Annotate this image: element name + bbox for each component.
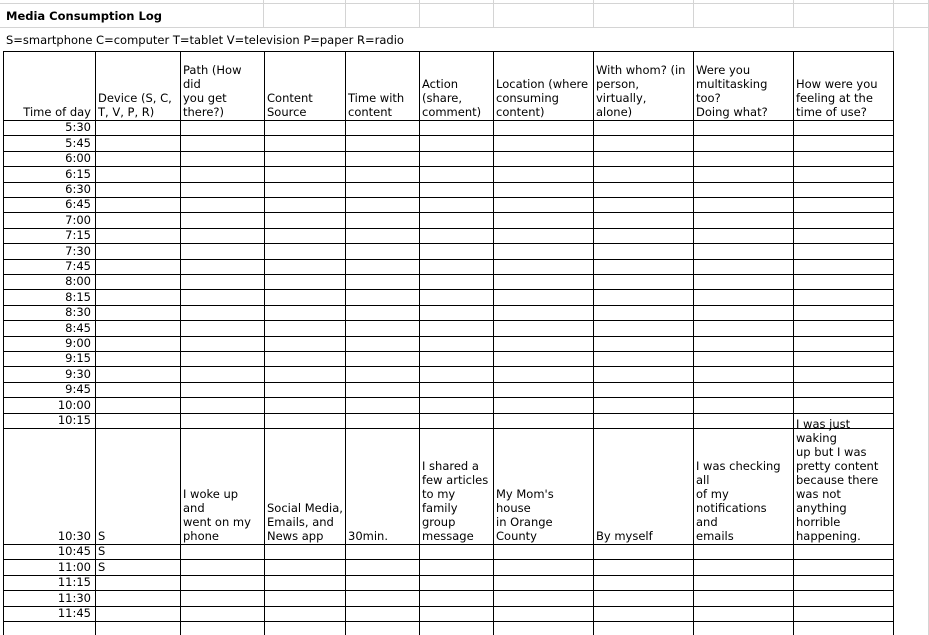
log-cell[interactable] (793, 545, 893, 559)
log-cell[interactable] (419, 576, 493, 590)
time-cell[interactable]: 7:30 (65, 244, 91, 258)
log-cell[interactable] (493, 152, 593, 166)
log-cell[interactable] (493, 560, 593, 575)
column-header-10[interactable]: How were you feeling at the time of use? (796, 77, 878, 119)
log-cell[interactable] (345, 244, 419, 259)
log-cell[interactable] (493, 337, 593, 351)
log-cell[interactable] (419, 167, 493, 182)
log-cell[interactable]: I was checking all of my notifications and emails (696, 459, 781, 543)
log-cell[interactable]: 30min. (348, 529, 388, 543)
log-cell[interactable]: S (98, 544, 106, 558)
log-cell[interactable] (95, 306, 180, 320)
log-cell[interactable] (180, 306, 264, 320)
log-cell[interactable]: Social Media, Emails, and News app (267, 501, 343, 543)
log-cell[interactable] (264, 352, 345, 366)
grid-line (345, 0, 346, 27)
log-cell[interactable] (693, 229, 793, 243)
log-cell[interactable] (793, 591, 893, 606)
grid-line (593, 0, 594, 27)
log-cell[interactable] (345, 167, 419, 182)
column-header-9[interactable]: Were you multitasking too? Doing what? (696, 63, 768, 119)
time-cell[interactable]: 6:45 (65, 197, 91, 211)
grid-line (0, 3, 929, 4)
log-cell[interactable] (493, 545, 593, 559)
log-cell[interactable] (493, 414, 593, 428)
log-cell[interactable] (793, 290, 893, 305)
log-cell[interactable] (419, 229, 493, 243)
log-cell[interactable] (593, 545, 693, 559)
log-cell[interactable] (593, 290, 693, 305)
log-cell[interactable] (95, 337, 180, 351)
log-cell[interactable] (180, 367, 264, 382)
log-cell[interactable] (593, 152, 693, 166)
column-header-2[interactable]: Device (S, C, T, V, P, R) (98, 91, 172, 119)
log-cell[interactable] (345, 306, 419, 320)
log-cell[interactable] (95, 198, 180, 212)
log-cell[interactable] (180, 383, 264, 397)
log-cell[interactable] (419, 260, 493, 274)
log-cell[interactable] (493, 352, 593, 366)
grid-line (693, 0, 694, 27)
sheet-title[interactable]: Media Consumption Log (6, 8, 162, 23)
time-cell[interactable]: 11:00 (57, 560, 91, 574)
time-cell[interactable]: 7:00 (65, 213, 91, 227)
log-cell[interactable] (693, 121, 793, 135)
log-cell[interactable] (793, 607, 893, 621)
grid-line (793, 0, 794, 27)
log-cell[interactable] (693, 260, 793, 274)
log-cell[interactable] (180, 398, 264, 413)
log-cell[interactable] (793, 229, 893, 243)
log-cell[interactable] (95, 290, 180, 305)
log-cell[interactable] (493, 260, 593, 274)
column-header-6[interactable]: Action (share, comment) (422, 77, 482, 119)
log-cell[interactable] (793, 398, 893, 413)
time-cell[interactable]: 11:15 (57, 575, 91, 589)
log-cell[interactable] (345, 290, 419, 305)
log-cell[interactable] (180, 136, 264, 151)
log-cell[interactable] (180, 121, 264, 135)
log-cell[interactable] (345, 352, 419, 366)
log-cell[interactable] (693, 136, 793, 151)
log-cell[interactable] (345, 229, 419, 243)
log-cell[interactable]: I woke up and went on my phone (183, 487, 251, 543)
log-cell[interactable] (345, 121, 419, 135)
log-cell[interactable] (419, 367, 493, 382)
log-cell[interactable] (793, 213, 893, 228)
log-cell[interactable] (180, 337, 264, 351)
grid-line (263, 0, 264, 27)
log-cell[interactable] (693, 576, 793, 590)
log-cell[interactable] (493, 198, 593, 212)
log-cell[interactable] (793, 352, 893, 366)
time-cell[interactable]: 10:00 (57, 398, 91, 412)
log-cell[interactable] (264, 229, 345, 243)
log-cell[interactable] (693, 367, 793, 382)
log-cell[interactable] (493, 383, 593, 397)
log-cell[interactable] (419, 607, 493, 621)
log-cell[interactable] (419, 560, 493, 575)
log-cell[interactable]: By myself (596, 529, 653, 543)
log-cell[interactable] (264, 136, 345, 151)
log-cell[interactable] (793, 306, 893, 320)
log-cell[interactable] (264, 121, 345, 135)
log-cell[interactable] (693, 306, 793, 320)
log-cell[interactable] (793, 383, 893, 397)
log-cell[interactable] (345, 545, 419, 559)
log-cell[interactable] (180, 183, 264, 197)
log-cell[interactable] (345, 183, 419, 197)
log-cell[interactable] (345, 560, 419, 575)
log-cell[interactable] (793, 183, 893, 197)
time-cell[interactable]: 7:45 (65, 259, 91, 273)
log-cell[interactable] (693, 198, 793, 212)
log-cell[interactable]: S (98, 529, 106, 543)
log-cell[interactable] (95, 414, 180, 428)
log-cell[interactable] (593, 367, 693, 382)
log-cell[interactable] (793, 167, 893, 182)
column-header-5[interactable]: Time with content (348, 91, 405, 119)
log-cell[interactable] (264, 183, 345, 197)
log-cell[interactable] (264, 306, 345, 320)
log-cell[interactable] (180, 213, 264, 228)
log-cell[interactable] (180, 290, 264, 305)
log-cell[interactable] (180, 414, 264, 428)
time-cell[interactable]: 11:45 (57, 606, 91, 620)
log-cell[interactable] (264, 260, 345, 274)
device-legend[interactable]: S=smartphone C=computer T=tablet V=television P=paper R=radio (6, 32, 404, 47)
log-cell[interactable] (693, 607, 793, 621)
log-cell[interactable] (693, 213, 793, 228)
log-cell[interactable] (95, 367, 180, 382)
grid-line (0, 27, 929, 28)
log-cell[interactable] (493, 275, 593, 289)
column-header-4[interactable]: Content Source (267, 91, 313, 119)
grid-line (3, 621, 893, 622)
log-cell[interactable] (180, 260, 264, 274)
log-cell[interactable] (593, 244, 693, 259)
time-cell[interactable]: 8:30 (65, 305, 91, 319)
log-cell[interactable] (419, 398, 493, 413)
log-cell[interactable] (493, 213, 593, 228)
log-cell[interactable] (593, 167, 693, 182)
log-cell[interactable] (493, 167, 593, 182)
log-cell[interactable] (345, 398, 419, 413)
log-cell[interactable] (419, 306, 493, 320)
log-cell[interactable] (419, 290, 493, 305)
log-cell[interactable] (95, 275, 180, 289)
log-cell[interactable]: I shared a few articles to my family group message (422, 459, 489, 543)
log-cell[interactable] (793, 560, 893, 575)
log-cell[interactable] (593, 121, 693, 135)
log-cell[interactable] (345, 198, 419, 212)
log-cell[interactable] (793, 136, 893, 151)
log-cell[interactable] (345, 607, 419, 621)
log-cell[interactable] (593, 321, 693, 336)
log-cell[interactable] (264, 213, 345, 228)
time-cell[interactable]: 8:45 (65, 321, 91, 335)
log-cell[interactable] (593, 337, 693, 351)
log-cell[interactable] (693, 275, 793, 289)
time-cell[interactable]: 6:00 (65, 151, 91, 165)
log-cell[interactable] (264, 275, 345, 289)
log-cell[interactable] (264, 398, 345, 413)
log-cell[interactable] (419, 591, 493, 606)
grid-line (893, 0, 894, 27)
log-cell[interactable] (264, 152, 345, 166)
log-cell[interactable] (493, 136, 593, 151)
column-header-3[interactable]: Path (How did you get there?) (183, 63, 242, 119)
log-cell[interactable] (593, 136, 693, 151)
log-cell[interactable] (793, 321, 893, 336)
log-cell[interactable] (419, 275, 493, 289)
log-cell[interactable] (593, 414, 693, 428)
log-cell[interactable] (180, 352, 264, 366)
log-cell[interactable] (593, 352, 693, 366)
time-cell[interactable]: 8:15 (65, 290, 91, 304)
log-cell[interactable] (180, 198, 264, 212)
log-cell[interactable] (180, 321, 264, 336)
log-cell[interactable]: My Mom's house in Orange County (496, 487, 554, 543)
column-header-7[interactable]: Location (where consuming content) (496, 77, 589, 119)
log-cell[interactable] (95, 244, 180, 259)
log-cell[interactable] (593, 576, 693, 590)
log-cell[interactable] (419, 545, 493, 559)
log-cell[interactable] (264, 576, 345, 590)
log-cell[interactable] (593, 260, 693, 274)
log-cell[interactable] (95, 321, 180, 336)
log-cell[interactable] (419, 198, 493, 212)
log-cell[interactable] (693, 398, 793, 413)
log-cell[interactable] (95, 152, 180, 166)
grid-line (493, 0, 494, 27)
log-cell[interactable] (593, 183, 693, 197)
grid-line (893, 27, 894, 51)
time-cell[interactable]: 5:30 (65, 120, 91, 134)
log-cell[interactable] (264, 321, 345, 336)
log-cell[interactable] (793, 337, 893, 351)
log-cell[interactable] (345, 414, 419, 428)
log-cell[interactable] (95, 607, 180, 621)
log-cell[interactable] (419, 414, 493, 428)
log-cell[interactable] (180, 576, 264, 590)
log-cell[interactable] (693, 545, 793, 559)
time-cell[interactable]: 5:45 (65, 136, 91, 150)
time-cell[interactable]: 6:15 (65, 167, 91, 181)
log-cell[interactable] (345, 337, 419, 351)
log-cell[interactable] (180, 560, 264, 575)
column-header-1[interactable]: Time of day (23, 105, 91, 119)
log-cell[interactable] (419, 383, 493, 397)
time-cell[interactable]: 9:15 (65, 351, 91, 365)
log-cell[interactable] (793, 367, 893, 382)
log-cell[interactable] (95, 183, 180, 197)
log-cell[interactable] (493, 576, 593, 590)
log-cell[interactable] (95, 352, 180, 366)
log-cell[interactable] (693, 414, 793, 428)
column-header-8[interactable]: With whom? (in person, virtually, alone) (596, 63, 686, 119)
log-cell[interactable] (95, 383, 180, 397)
log-cell[interactable] (95, 576, 180, 590)
log-cell[interactable] (793, 244, 893, 259)
log-cell[interactable] (593, 229, 693, 243)
log-cell[interactable] (419, 136, 493, 151)
log-cell[interactable] (419, 321, 493, 336)
log-cell[interactable] (493, 607, 593, 621)
log-cell[interactable] (493, 183, 593, 197)
log-cell[interactable] (264, 414, 345, 428)
time-cell[interactable]: 8:00 (65, 274, 91, 288)
time-cell[interactable]: 7:15 (65, 228, 91, 242)
log-cell[interactable] (793, 576, 893, 590)
log-cell[interactable] (95, 136, 180, 151)
log-cell[interactable] (419, 121, 493, 135)
log-cell[interactable] (95, 260, 180, 274)
log-cell[interactable] (264, 337, 345, 351)
log-cell[interactable] (180, 167, 264, 182)
log-cell[interactable] (593, 607, 693, 621)
log-cell[interactable] (264, 607, 345, 621)
log-cell[interactable] (345, 136, 419, 151)
log-cell[interactable] (95, 167, 180, 182)
log-cell[interactable] (593, 306, 693, 320)
log-cell[interactable] (419, 152, 493, 166)
log-cell[interactable] (345, 213, 419, 228)
log-cell[interactable] (693, 591, 793, 606)
log-cell[interactable] (345, 152, 419, 166)
log-cell[interactable] (693, 244, 793, 259)
log-cell[interactable] (793, 275, 893, 289)
log-cell[interactable] (180, 244, 264, 259)
log-cell[interactable] (493, 367, 593, 382)
log-cell[interactable] (493, 229, 593, 243)
log-cell[interactable] (493, 591, 593, 606)
log-cell[interactable] (693, 321, 793, 336)
log-cell[interactable] (593, 198, 693, 212)
log-cell[interactable] (693, 290, 793, 305)
log-cell[interactable] (264, 167, 345, 182)
log-cell[interactable] (693, 352, 793, 366)
log-cell[interactable] (419, 352, 493, 366)
log-cell[interactable] (180, 591, 264, 606)
time-cell[interactable]: 6:30 (65, 182, 91, 196)
log-cell[interactable] (264, 591, 345, 606)
grid-line (419, 0, 420, 27)
time-cell[interactable]: 9:30 (65, 367, 91, 381)
log-cell[interactable] (493, 306, 593, 320)
time-cell[interactable]: 11:30 (57, 591, 91, 605)
log-cell[interactable] (693, 183, 793, 197)
log-cell[interactable] (493, 398, 593, 413)
log-cell[interactable] (693, 383, 793, 397)
time-cell[interactable]: 9:45 (65, 382, 91, 396)
log-cell[interactable] (95, 591, 180, 606)
log-cell[interactable] (95, 213, 180, 228)
log-cell[interactable] (345, 383, 419, 397)
log-cell[interactable] (264, 290, 345, 305)
log-cell[interactable] (264, 560, 345, 575)
log-cell[interactable] (345, 591, 419, 606)
log-cell[interactable] (95, 121, 180, 135)
log-cell[interactable] (345, 576, 419, 590)
time-cell[interactable]: 10:45 (57, 544, 91, 558)
log-cell[interactable] (345, 275, 419, 289)
time-cell[interactable]: 10:30 (57, 529, 91, 543)
log-cell[interactable] (693, 560, 793, 575)
log-cell[interactable] (493, 290, 593, 305)
log-cell[interactable] (493, 244, 593, 259)
log-cell[interactable] (264, 244, 345, 259)
log-cell[interactable] (180, 229, 264, 243)
log-cell[interactable] (593, 275, 693, 289)
log-cell[interactable] (345, 367, 419, 382)
log-cell[interactable] (593, 213, 693, 228)
log-cell[interactable] (793, 152, 893, 166)
log-cell[interactable] (793, 198, 893, 212)
log-cell[interactable] (264, 198, 345, 212)
log-cell[interactable] (493, 321, 593, 336)
log-cell[interactable] (419, 244, 493, 259)
log-cell[interactable] (345, 260, 419, 274)
log-cell[interactable] (693, 337, 793, 351)
log-cell[interactable] (95, 229, 180, 243)
log-cell[interactable] (264, 367, 345, 382)
log-cell[interactable] (693, 152, 793, 166)
log-cell[interactable] (180, 275, 264, 289)
log-cell[interactable] (593, 560, 693, 575)
log-cell[interactable] (419, 183, 493, 197)
time-cell[interactable]: 10:15 (57, 413, 91, 427)
grid-line (893, 51, 894, 635)
log-cell[interactable]: I was just waking up but I was pretty content because there was not anything horrible happening. (796, 417, 879, 543)
log-cell[interactable] (693, 167, 793, 182)
log-cell[interactable] (493, 121, 593, 135)
log-cell[interactable] (593, 398, 693, 413)
log-cell[interactable] (180, 607, 264, 621)
log-cell[interactable] (593, 383, 693, 397)
log-cell[interactable] (180, 545, 264, 559)
log-cell[interactable] (264, 545, 345, 559)
log-cell[interactable] (180, 152, 264, 166)
log-cell[interactable] (264, 383, 345, 397)
log-cell[interactable] (593, 591, 693, 606)
log-cell[interactable] (419, 213, 493, 228)
log-cell[interactable] (419, 337, 493, 351)
log-cell[interactable] (345, 321, 419, 336)
log-cell[interactable]: S (98, 560, 106, 574)
time-cell[interactable]: 9:00 (65, 336, 91, 350)
log-cell[interactable] (793, 121, 893, 135)
log-cell[interactable] (95, 398, 180, 413)
log-cell[interactable] (793, 260, 893, 274)
